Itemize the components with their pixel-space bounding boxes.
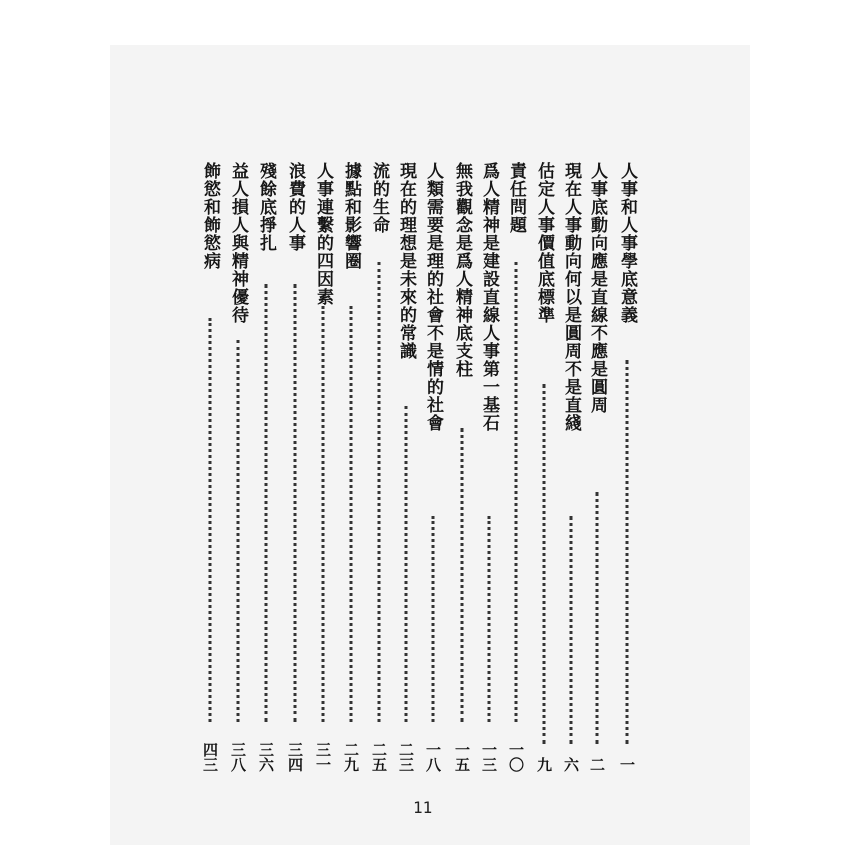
toc-entry: [586, 162, 608, 772]
toc-entry-title: 責任問題: [506, 162, 526, 234]
dot-leader: [405, 406, 408, 722]
toc-entry-title: 無我觀念是爲人精神底支柱: [452, 162, 472, 378]
toc-entry: [616, 162, 638, 772]
toc-entry-title: 人事連繫的四因素: [313, 162, 333, 306]
toc-entry: [422, 162, 444, 772]
toc-entry-page: 九: [535, 757, 553, 772]
toc-entry-page: 六: [562, 757, 580, 772]
dot-leader: [350, 306, 353, 722]
toc-entry: [395, 162, 417, 772]
toc-entry-title: 現在人事動向何以是圓周不是直綫: [561, 162, 581, 432]
toc-entry-page: 二九: [342, 742, 360, 772]
toc-entry: [255, 162, 277, 772]
toc-entry-title: 流的生命: [369, 162, 389, 234]
toc-entry-page: 一八: [424, 742, 442, 772]
dot-leader: [265, 284, 268, 722]
toc-entry-page: 一: [618, 757, 636, 772]
toc-entry: [560, 162, 582, 772]
toc-entry: [199, 162, 221, 772]
dot-leader: [626, 360, 629, 744]
toc-entry: [227, 162, 249, 772]
toc-entry: [478, 162, 500, 772]
toc-entry-title: 據點和影響圈: [341, 162, 361, 270]
dot-leader: [322, 306, 325, 722]
toc-entry-page: 三八: [229, 742, 247, 772]
toc-entry-title: 益人損人與精神優待: [228, 162, 248, 324]
toc-entry: [340, 162, 362, 772]
toc-entry-page: 一五: [453, 742, 471, 772]
toc-entry-page: 二三: [397, 742, 415, 772]
toc-entry-page: 二: [588, 757, 606, 772]
toc-entry-page: 三一: [314, 742, 332, 772]
toc-entry-title: 人事和人事學底意義: [617, 162, 637, 324]
toc-entry-title: 估定人事價值底標準: [534, 162, 554, 324]
toc-entry-title: 人類需要是理的社會不是情的社會: [423, 162, 443, 432]
dot-leader: [432, 516, 435, 722]
toc-entry-title: 飾慾和飾慾病: [200, 162, 220, 270]
dot-leader: [294, 284, 297, 722]
toc-entry-page: 一〇: [507, 742, 525, 772]
toc-entry: [368, 162, 390, 772]
toc-entry: [312, 162, 334, 772]
dot-leader: [596, 492, 599, 744]
toc-entry: [505, 162, 527, 772]
toc-entry-page: 三四: [286, 742, 304, 772]
toc-entry-title: 現在的理想是未來的常識: [396, 162, 416, 360]
dot-leader: [209, 318, 212, 722]
toc-entry: [533, 162, 555, 772]
dot-leader: [488, 516, 491, 722]
toc-entry-title: 殘餘底掙扎: [256, 162, 276, 252]
toc-entry-title: 人事底動向應是直線不應是圓周: [587, 162, 607, 414]
toc-entry: [451, 162, 473, 772]
dot-leader: [570, 516, 573, 744]
toc-entry-page: 四三: [201, 742, 219, 772]
toc-entry-title: 爲人精神是建設直線人事第一基石: [479, 162, 499, 432]
dot-leader: [543, 384, 546, 744]
dot-leader: [515, 262, 518, 722]
toc-entry-page: 二五: [370, 742, 388, 772]
toc-entry-page: 三六: [257, 742, 275, 772]
dot-leader: [461, 428, 464, 722]
toc-entry-title: 浪費的人事: [285, 162, 305, 252]
toc-entry: [284, 162, 306, 772]
dot-leader: [378, 262, 381, 722]
dot-leader: [237, 340, 240, 722]
toc-entry-page: 一三: [480, 742, 498, 772]
page-number: 11: [413, 798, 433, 817]
